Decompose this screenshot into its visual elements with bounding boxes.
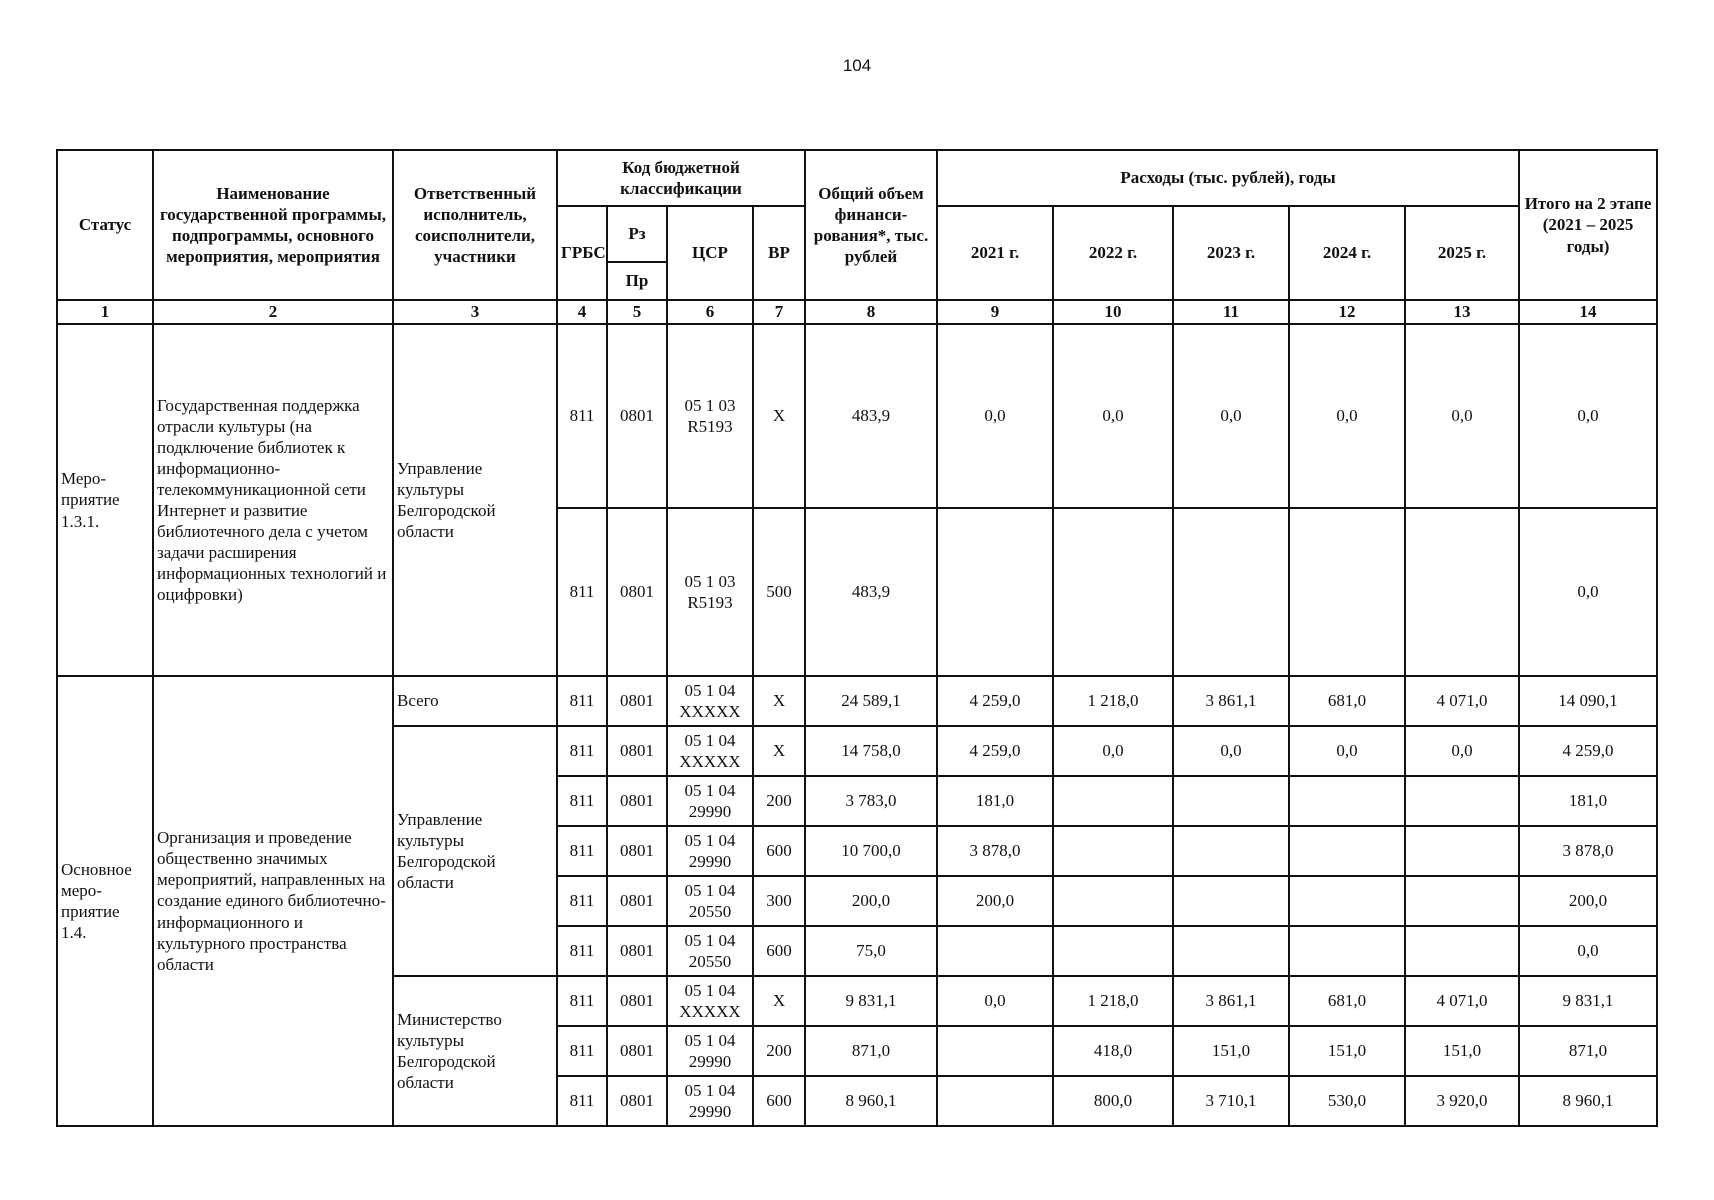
cell-rzpr: 0801: [607, 976, 667, 1026]
row-status: Меро- приятие 1.3.1.: [57, 324, 153, 676]
cell-2024: [1289, 926, 1405, 976]
cell-2023: [1173, 776, 1289, 826]
cell-total: 200,0: [805, 876, 937, 926]
column-number: 11: [1173, 300, 1289, 324]
cell-vr: 500: [753, 508, 805, 676]
cell-csr: 05 1 03 R5193: [667, 508, 753, 676]
cell-grbs: 811: [557, 826, 607, 876]
cell-2025: 0,0: [1405, 726, 1519, 776]
cell-2022: 0,0: [1053, 324, 1173, 508]
header-name: Наименование государственной программы, подпрограммы, основного мероприятия, мероприятия: [153, 150, 393, 300]
cell-rzpr: 0801: [607, 826, 667, 876]
cell-2025: [1405, 508, 1519, 676]
cell-csr: 05 1 04 ХХХХХ: [667, 976, 753, 1026]
cell-vr: Х: [753, 676, 805, 726]
cell-csr: 05 1 04 29990: [667, 776, 753, 826]
cell-vr: 600: [753, 926, 805, 976]
column-number: 1: [57, 300, 153, 324]
cell-2024: 151,0: [1289, 1026, 1405, 1076]
cell-rzpr: 0801: [607, 324, 667, 508]
cell-total: 24 589,1: [805, 676, 937, 726]
cell-2023: 3 710,1: [1173, 1076, 1289, 1126]
cell-itogo: 0,0: [1519, 508, 1657, 676]
cell-2024: [1289, 776, 1405, 826]
cell-grbs: 811: [557, 726, 607, 776]
header-stage-total: Итого на 2 этапе (2021 – 2025 годы): [1519, 150, 1657, 300]
cell-2021: 4 259,0: [937, 676, 1053, 726]
cell-2022: 800,0: [1053, 1076, 1173, 1126]
cell-rzpr: 0801: [607, 508, 667, 676]
cell-csr: 05 1 04 29990: [667, 1076, 753, 1126]
cell-2024: 0,0: [1289, 726, 1405, 776]
cell-2021: 181,0: [937, 776, 1053, 826]
cell-vr: 600: [753, 1076, 805, 1126]
cell-grbs: 811: [557, 976, 607, 1026]
cell-2023: [1173, 508, 1289, 676]
header-year-2025: 2025 г.: [1405, 206, 1519, 300]
header-expenses: Расходы (тыс. рублей), годы: [937, 150, 1519, 206]
cell-2022: [1053, 776, 1173, 826]
cell-2024: 0,0: [1289, 324, 1405, 508]
column-number: 2: [153, 300, 393, 324]
cell-rzpr: 0801: [607, 676, 667, 726]
cell-total: 483,9: [805, 508, 937, 676]
column-number: 9: [937, 300, 1053, 324]
cell-2023: 3 861,1: [1173, 976, 1289, 1026]
cell-2022: 0,0: [1053, 726, 1173, 776]
cell-rzpr: 0801: [607, 1076, 667, 1126]
cell-vr: Х: [753, 324, 805, 508]
page-number: 104: [842, 56, 872, 75]
cell-rzpr: 0801: [607, 776, 667, 826]
cell-itogo: 181,0: [1519, 776, 1657, 826]
cell-2025: [1405, 826, 1519, 876]
header-rz: Рз: [607, 206, 667, 262]
cell-2025: 0,0: [1405, 324, 1519, 508]
cell-2025: [1405, 876, 1519, 926]
cell-2025: [1405, 926, 1519, 976]
cell-2021: [937, 1026, 1053, 1076]
cell-2025: 4 071,0: [1405, 976, 1519, 1026]
cell-2021: 200,0: [937, 876, 1053, 926]
table-row: [57, 324, 1657, 508]
cell-vr: Х: [753, 726, 805, 776]
cell-2023: 0,0: [1173, 324, 1289, 508]
column-number: 7: [753, 300, 805, 324]
cell-total: 8 960,1: [805, 1076, 937, 1126]
cell-vr: Х: [753, 976, 805, 1026]
header-csr: ЦСР: [667, 206, 753, 300]
cell-total: 14 758,0: [805, 726, 937, 776]
cell-itogo: 0,0: [1519, 926, 1657, 976]
column-number: 8: [805, 300, 937, 324]
cell-grbs: 811: [557, 1026, 607, 1076]
cell-2021: [937, 926, 1053, 976]
cell-grbs: 811: [557, 676, 607, 726]
cell-2022: [1053, 508, 1173, 676]
cell-2022: [1053, 826, 1173, 876]
header-grbs: ГРБС: [557, 206, 607, 300]
cell-csr: 05 1 04 ХХХХХ: [667, 676, 753, 726]
row-executor: Управление культуры Белгородской области: [393, 324, 557, 676]
header-total-volume: Общий объем финанси- рования*, тыс. рублей: [805, 150, 937, 300]
cell-vr: 200: [753, 1026, 805, 1076]
cell-2025: 151,0: [1405, 1026, 1519, 1076]
cell-total: 9 831,1: [805, 976, 937, 1026]
cell-2021: 0,0: [937, 324, 1053, 508]
cell-itogo: 14 090,1: [1519, 676, 1657, 726]
header-year-2023: 2023 г.: [1173, 206, 1289, 300]
cell-2022: [1053, 926, 1173, 976]
column-number: 10: [1053, 300, 1173, 324]
table-row: [57, 676, 1657, 726]
cell-2021: 4 259,0: [937, 726, 1053, 776]
header-year-2024: 2024 г.: [1289, 206, 1405, 300]
cell-2022: [1053, 876, 1173, 926]
cell-rzpr: 0801: [607, 876, 667, 926]
cell-itogo: 4 259,0: [1519, 726, 1657, 776]
cell-itogo: 3 878,0: [1519, 826, 1657, 876]
cell-grbs: 811: [557, 776, 607, 826]
cell-2024: [1289, 876, 1405, 926]
cell-grbs: 811: [557, 876, 607, 926]
cell-itogo: 0,0: [1519, 324, 1657, 508]
row-executor: Управление культуры Белгородской области: [393, 726, 557, 976]
cell-2021: [937, 508, 1053, 676]
cell-2022: 418,0: [1053, 1026, 1173, 1076]
column-number: 4: [557, 300, 607, 324]
cell-csr: 05 1 04 ХХХХХ: [667, 726, 753, 776]
header-executor: Ответственный исполнитель, соисполнители, участники: [393, 150, 557, 300]
column-number: 14: [1519, 300, 1657, 324]
cell-total: 871,0: [805, 1026, 937, 1076]
cell-rzpr: 0801: [607, 726, 667, 776]
row-name: Организация и проведение общественно значимых мероприятий, направленных на создание единого библиотечно- информационного и культурного пространства области: [153, 676, 393, 1126]
column-number: 3: [393, 300, 557, 324]
cell-total: 483,9: [805, 324, 937, 508]
cell-grbs: 811: [557, 324, 607, 508]
cell-itogo: 871,0: [1519, 1026, 1657, 1076]
header-year-2022: 2022 г.: [1053, 206, 1173, 300]
cell-itogo: 200,0: [1519, 876, 1657, 926]
cell-2022: 1 218,0: [1053, 676, 1173, 726]
cell-grbs: 811: [557, 1076, 607, 1126]
cell-total: 75,0: [805, 926, 937, 976]
row-executor: Министерство культуры Белгородской области: [393, 976, 557, 1126]
cell-2021: 3 878,0: [937, 826, 1053, 876]
cell-csr: 05 1 04 20550: [667, 926, 753, 976]
cell-itogo: 9 831,1: [1519, 976, 1657, 1026]
cell-rzpr: 0801: [607, 1026, 667, 1076]
budget-table: [56, 149, 1658, 1127]
header-year-2021: 2021 г.: [937, 206, 1053, 300]
row-status: Основное меро- приятие 1.4.: [57, 676, 153, 1126]
row-executor-total: Всего: [393, 676, 557, 726]
cell-2023: 0,0: [1173, 726, 1289, 776]
cell-2023: 3 861,1: [1173, 676, 1289, 726]
cell-2024: [1289, 826, 1405, 876]
cell-csr: 05 1 04 29990: [667, 826, 753, 876]
cell-2023: [1173, 826, 1289, 876]
cell-csr: 05 1 03 R5193: [667, 324, 753, 508]
cell-2024: 681,0: [1289, 676, 1405, 726]
cell-2023: [1173, 876, 1289, 926]
header-vr: ВР: [753, 206, 805, 300]
cell-csr: 05 1 04 29990: [667, 1026, 753, 1076]
cell-2023: [1173, 926, 1289, 976]
cell-total: 10 700,0: [805, 826, 937, 876]
column-number: 13: [1405, 300, 1519, 324]
cell-csr: 05 1 04 20550: [667, 876, 753, 926]
cell-2024: [1289, 508, 1405, 676]
header-status: Статус: [57, 150, 153, 300]
cell-2024: 530,0: [1289, 1076, 1405, 1126]
header-budget-code: Код бюджетной классификации: [557, 150, 805, 206]
cell-vr: 300: [753, 876, 805, 926]
cell-total: 3 783,0: [805, 776, 937, 826]
header-pr: Пр: [607, 262, 667, 300]
cell-grbs: 811: [557, 508, 607, 676]
cell-2025: 4 071,0: [1405, 676, 1519, 726]
cell-2023: 151,0: [1173, 1026, 1289, 1076]
cell-2022: 1 218,0: [1053, 976, 1173, 1026]
cell-2025: [1405, 776, 1519, 826]
column-number: 12: [1289, 300, 1405, 324]
cell-itogo: 8 960,1: [1519, 1076, 1657, 1126]
column-number: 5: [607, 300, 667, 324]
cell-grbs: 811: [557, 926, 607, 976]
cell-2024: 681,0: [1289, 976, 1405, 1026]
cell-vr: 600: [753, 826, 805, 876]
cell-2025: 3 920,0: [1405, 1076, 1519, 1126]
cell-2021: 0,0: [937, 976, 1053, 1026]
cell-2021: [937, 1076, 1053, 1126]
row-name: Государственная поддержка отрасли культуры (на подключение библиотек к информационно- телекоммуникационной сети Интернет и развитие библиотечного дела с учетом задачи расширения информационных технологий и оцифровки): [153, 324, 393, 676]
column-number: 6: [667, 300, 753, 324]
cell-rzpr: 0801: [607, 926, 667, 976]
cell-vr: 200: [753, 776, 805, 826]
